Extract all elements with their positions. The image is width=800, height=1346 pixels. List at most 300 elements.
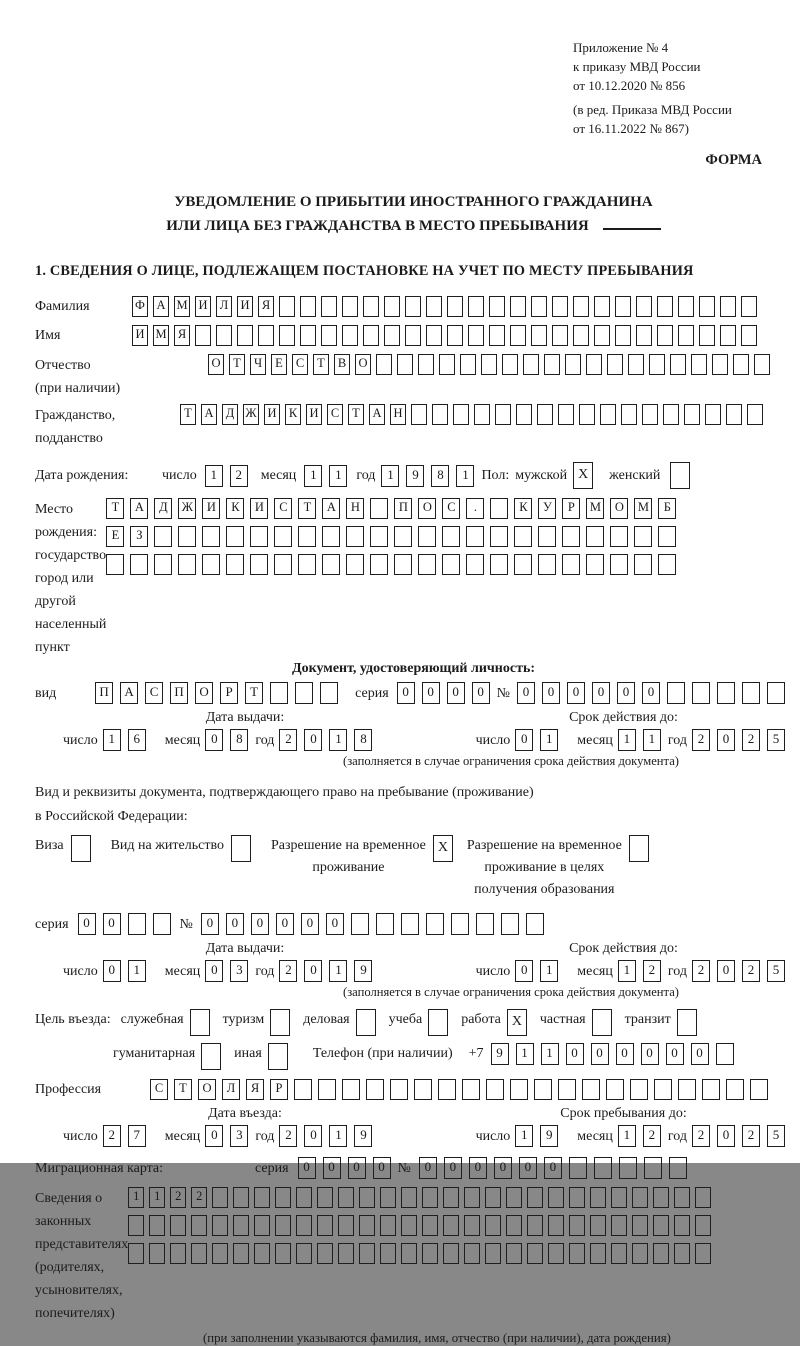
- form-cell[interactable]: [750, 1079, 768, 1100]
- form-cell[interactable]: [274, 554, 292, 575]
- form-cell[interactable]: [754, 354, 770, 375]
- form-cell[interactable]: [202, 526, 220, 547]
- form-cell[interactable]: 0: [691, 1043, 709, 1065]
- form-cell[interactable]: И: [202, 498, 220, 519]
- form-cell[interactable]: Т: [348, 404, 364, 425]
- form-cell[interactable]: [370, 498, 388, 519]
- form-cell[interactable]: [380, 1187, 396, 1208]
- form-cell[interactable]: [300, 296, 316, 317]
- form-cell[interactable]: 0: [103, 913, 121, 935]
- form-cell[interactable]: 2: [742, 960, 760, 982]
- form-cell[interactable]: [394, 526, 412, 547]
- form-cell[interactable]: С: [327, 404, 343, 425]
- form-cell[interactable]: [351, 913, 369, 935]
- form-cell[interactable]: 0: [717, 960, 735, 982]
- form-cell[interactable]: [191, 1215, 207, 1236]
- form-cell[interactable]: [573, 325, 589, 346]
- form-cell[interactable]: [442, 554, 460, 575]
- form-cell[interactable]: 0: [304, 1125, 322, 1147]
- form-cell[interactable]: [296, 1243, 312, 1264]
- form-cell[interactable]: [590, 1215, 606, 1236]
- form-cell[interactable]: 1: [540, 729, 558, 751]
- form-cell[interactable]: 2: [643, 960, 661, 982]
- form-cell[interactable]: [359, 1187, 375, 1208]
- form-cell[interactable]: Т: [229, 354, 245, 375]
- form-cell[interactable]: [226, 526, 244, 547]
- form-cell[interactable]: [741, 325, 757, 346]
- form-cell[interactable]: [130, 554, 148, 575]
- form-cell[interactable]: [642, 404, 658, 425]
- form-cell[interactable]: [279, 296, 295, 317]
- form-cell[interactable]: [428, 1009, 448, 1036]
- form-cell[interactable]: [190, 1009, 210, 1036]
- form-cell[interactable]: Е: [106, 526, 124, 547]
- form-cell[interactable]: [296, 1187, 312, 1208]
- form-cell[interactable]: [321, 325, 337, 346]
- form-cell[interactable]: 0: [323, 1157, 341, 1179]
- form-cell[interactable]: [443, 1215, 459, 1236]
- form-cell[interactable]: [443, 1243, 459, 1264]
- form-cell[interactable]: [294, 1079, 312, 1100]
- form-cell[interactable]: [338, 1243, 354, 1264]
- form-cell[interactable]: [742, 682, 760, 704]
- form-cell[interactable]: Т: [180, 404, 196, 425]
- form-cell[interactable]: [649, 354, 665, 375]
- form-cell[interactable]: [621, 404, 637, 425]
- form-cell[interactable]: [451, 913, 469, 935]
- form-cell[interactable]: 2: [742, 729, 760, 751]
- form-cell[interactable]: И: [250, 498, 268, 519]
- form-cell[interactable]: [514, 554, 532, 575]
- form-cell[interactable]: [594, 296, 610, 317]
- form-cell[interactable]: [300, 325, 316, 346]
- form-cell[interactable]: [485, 1187, 501, 1208]
- form-cell[interactable]: А: [120, 682, 138, 704]
- form-cell[interactable]: [296, 1215, 312, 1236]
- form-cell[interactable]: [586, 526, 604, 547]
- form-cell[interactable]: [558, 404, 574, 425]
- form-cell[interactable]: [453, 404, 469, 425]
- form-cell[interactable]: 2: [643, 1125, 661, 1147]
- form-cell[interactable]: [594, 325, 610, 346]
- form-cell[interactable]: [726, 404, 742, 425]
- form-cell[interactable]: 1: [643, 729, 661, 751]
- form-cell[interactable]: 1: [329, 1125, 347, 1147]
- form-cell[interactable]: 2: [692, 1125, 710, 1147]
- form-cell[interactable]: [579, 404, 595, 425]
- form-cell[interactable]: [678, 296, 694, 317]
- form-cell[interactable]: П: [95, 682, 113, 704]
- purpose-study-checkbox[interactable]: [428, 1009, 448, 1036]
- form-cell[interactable]: О: [198, 1079, 216, 1100]
- form-cell[interactable]: [531, 325, 547, 346]
- form-cell[interactable]: [466, 554, 484, 575]
- form-cell[interactable]: З: [130, 526, 148, 547]
- form-cell[interactable]: 1: [128, 1187, 144, 1208]
- edu-permit-checkbox[interactable]: [629, 835, 649, 862]
- form-cell[interactable]: [320, 682, 338, 704]
- form-cell[interactable]: 7: [128, 1125, 146, 1147]
- form-cell[interactable]: О: [208, 354, 224, 375]
- form-cell[interactable]: С: [442, 498, 460, 519]
- form-cell[interactable]: [322, 526, 340, 547]
- form-cell[interactable]: П: [394, 498, 412, 519]
- form-cell[interactable]: [562, 554, 580, 575]
- form-cell[interactable]: [216, 325, 232, 346]
- form-cell[interactable]: [212, 1243, 228, 1264]
- form-cell[interactable]: [128, 1243, 144, 1264]
- form-cell[interactable]: 5: [767, 960, 785, 982]
- form-cell[interactable]: [426, 913, 444, 935]
- form-cell[interactable]: 0: [444, 1157, 462, 1179]
- form-cell[interactable]: С: [274, 498, 292, 519]
- form-cell[interactable]: Т: [298, 498, 316, 519]
- form-cell[interactable]: [629, 835, 649, 862]
- purpose-work-checkbox[interactable]: [507, 1009, 527, 1036]
- form-cell[interactable]: [767, 682, 785, 704]
- form-cell[interactable]: [658, 554, 676, 575]
- form-cell[interactable]: [582, 1079, 600, 1100]
- form-cell[interactable]: А: [369, 404, 385, 425]
- form-cell[interactable]: [476, 913, 494, 935]
- form-cell[interactable]: [270, 1009, 290, 1036]
- purpose-transit-checkbox[interactable]: [677, 1009, 697, 1036]
- form-cell[interactable]: [670, 462, 690, 489]
- form-cell[interactable]: И: [237, 296, 253, 317]
- form-cell[interactable]: [606, 1079, 624, 1100]
- form-cell[interactable]: 0: [373, 1157, 391, 1179]
- form-cell[interactable]: 3: [230, 1125, 248, 1147]
- residence-permit-checkbox[interactable]: [231, 835, 251, 862]
- form-cell[interactable]: 1: [329, 465, 347, 487]
- form-cell[interactable]: 8: [230, 729, 248, 751]
- form-cell[interactable]: Ж: [243, 404, 259, 425]
- form-cell[interactable]: 5: [767, 729, 785, 751]
- form-cell[interactable]: [462, 1079, 480, 1100]
- form-cell[interactable]: [699, 325, 715, 346]
- form-cell[interactable]: [338, 1215, 354, 1236]
- form-cell[interactable]: [250, 554, 268, 575]
- form-cell[interactable]: А: [322, 498, 340, 519]
- form-cell[interactable]: 0: [298, 1157, 316, 1179]
- visa-checkbox[interactable]: [71, 835, 91, 862]
- form-cell[interactable]: [569, 1215, 585, 1236]
- form-cell[interactable]: У: [538, 498, 556, 519]
- form-cell[interactable]: 8: [354, 729, 372, 751]
- form-cell[interactable]: [514, 526, 532, 547]
- form-cell[interactable]: 0: [469, 1157, 487, 1179]
- form-cell[interactable]: [394, 554, 412, 575]
- form-cell[interactable]: [342, 296, 358, 317]
- form-cell[interactable]: [376, 913, 394, 935]
- form-cell[interactable]: [485, 1243, 501, 1264]
- form-cell[interactable]: [370, 554, 388, 575]
- male-checkbox[interactable]: [573, 462, 593, 489]
- form-cell[interactable]: 2: [742, 1125, 760, 1147]
- form-cell[interactable]: [401, 1243, 417, 1264]
- form-cell[interactable]: [630, 1079, 648, 1100]
- form-cell[interactable]: 0: [326, 913, 344, 935]
- form-cell[interactable]: 0: [447, 682, 465, 704]
- form-cell[interactable]: 2: [279, 1125, 297, 1147]
- form-cell[interactable]: [128, 1215, 144, 1236]
- form-cell[interactable]: [667, 682, 685, 704]
- form-cell[interactable]: [363, 296, 379, 317]
- form-cell[interactable]: [384, 296, 400, 317]
- form-cell[interactable]: М: [634, 498, 652, 519]
- form-cell[interactable]: [720, 296, 736, 317]
- form-cell[interactable]: [674, 1215, 690, 1236]
- form-cell[interactable]: 1: [205, 465, 223, 487]
- form-cell[interactable]: [317, 1215, 333, 1236]
- form-cell[interactable]: [154, 526, 172, 547]
- form-cell[interactable]: И: [264, 404, 280, 425]
- form-cell[interactable]: Л: [222, 1079, 240, 1100]
- form-cell[interactable]: 0: [201, 913, 219, 935]
- form-cell[interactable]: 9: [354, 1125, 372, 1147]
- form-cell[interactable]: 1: [618, 1125, 636, 1147]
- form-cell[interactable]: 0: [348, 1157, 366, 1179]
- form-cell[interactable]: [254, 1243, 270, 1264]
- form-cell[interactable]: [422, 1215, 438, 1236]
- form-cell[interactable]: [376, 354, 392, 375]
- form-cell[interactable]: 0: [519, 1157, 537, 1179]
- form-cell[interactable]: [569, 1187, 585, 1208]
- purpose-other-checkbox[interactable]: [268, 1043, 288, 1070]
- form-cell[interactable]: И: [195, 296, 211, 317]
- temp-permit-checkbox[interactable]: [433, 835, 453, 862]
- form-cell[interactable]: [468, 296, 484, 317]
- form-cell[interactable]: 0: [304, 960, 322, 982]
- form-cell[interactable]: [71, 835, 91, 862]
- form-cell[interactable]: 2: [279, 729, 297, 751]
- form-cell[interactable]: 2: [692, 960, 710, 982]
- form-cell[interactable]: [481, 354, 497, 375]
- form-cell[interactable]: [692, 682, 710, 704]
- form-cell[interactable]: [548, 1215, 564, 1236]
- form-cell[interactable]: [674, 1187, 690, 1208]
- form-cell[interactable]: Р: [220, 682, 238, 704]
- form-cell[interactable]: [538, 526, 556, 547]
- form-cell[interactable]: [634, 554, 652, 575]
- form-cell[interactable]: [106, 554, 124, 575]
- form-cell[interactable]: 2: [692, 729, 710, 751]
- form-cell[interactable]: [468, 325, 484, 346]
- form-cell[interactable]: [705, 404, 721, 425]
- form-cell[interactable]: О: [418, 498, 436, 519]
- form-cell[interactable]: [411, 404, 427, 425]
- form-cell[interactable]: Т: [174, 1079, 192, 1100]
- form-cell[interactable]: [569, 1243, 585, 1264]
- form-cell[interactable]: [405, 325, 421, 346]
- form-cell[interactable]: [678, 325, 694, 346]
- form-cell[interactable]: 0: [226, 913, 244, 935]
- form-cell[interactable]: 5: [767, 1125, 785, 1147]
- form-cell[interactable]: [178, 554, 196, 575]
- form-cell[interactable]: 9: [540, 1125, 558, 1147]
- form-cell[interactable]: [670, 354, 686, 375]
- form-cell[interactable]: [426, 325, 442, 346]
- form-cell[interactable]: 1: [128, 960, 146, 982]
- purpose-tourism-checkbox[interactable]: [270, 1009, 290, 1036]
- form-cell[interactable]: С: [150, 1079, 168, 1100]
- form-cell[interactable]: [447, 325, 463, 346]
- form-cell[interactable]: [552, 296, 568, 317]
- form-cell[interactable]: 0: [78, 913, 96, 935]
- form-cell[interactable]: 3: [230, 960, 248, 982]
- form-cell[interactable]: [501, 913, 519, 935]
- form-cell[interactable]: С: [145, 682, 163, 704]
- form-cell[interactable]: [366, 1079, 384, 1100]
- form-cell[interactable]: [653, 1187, 669, 1208]
- form-cell[interactable]: 1: [618, 729, 636, 751]
- form-cell[interactable]: 0: [544, 1157, 562, 1179]
- form-cell[interactable]: Ф: [132, 296, 148, 317]
- form-cell[interactable]: 1: [516, 1043, 534, 1065]
- form-cell[interactable]: [586, 354, 602, 375]
- form-cell[interactable]: С: [292, 354, 308, 375]
- form-cell[interactable]: [418, 526, 436, 547]
- form-cell[interactable]: [359, 1215, 375, 1236]
- form-cell[interactable]: [338, 1187, 354, 1208]
- form-cell[interactable]: [356, 1009, 376, 1036]
- form-cell[interactable]: [237, 325, 253, 346]
- form-cell[interactable]: [506, 1243, 522, 1264]
- form-cell[interactable]: 1: [456, 465, 474, 487]
- form-cell[interactable]: 1: [329, 729, 347, 751]
- form-cell[interactable]: 0: [103, 960, 121, 982]
- form-cell[interactable]: [653, 1215, 669, 1236]
- form-cell[interactable]: [495, 404, 511, 425]
- form-cell[interactable]: [321, 296, 337, 317]
- form-cell[interactable]: [298, 554, 316, 575]
- form-cell[interactable]: [678, 1079, 696, 1100]
- form-cell[interactable]: [178, 526, 196, 547]
- form-cell[interactable]: X: [507, 1009, 527, 1036]
- form-cell[interactable]: [726, 1079, 744, 1100]
- form-cell[interactable]: [516, 404, 532, 425]
- form-cell[interactable]: К: [285, 404, 301, 425]
- form-cell[interactable]: [442, 526, 460, 547]
- form-cell[interactable]: [274, 526, 292, 547]
- form-cell[interactable]: [636, 325, 652, 346]
- form-cell[interactable]: Р: [562, 498, 580, 519]
- form-cell[interactable]: 1: [304, 465, 322, 487]
- form-cell[interactable]: 0: [642, 682, 660, 704]
- form-cell[interactable]: [592, 1009, 612, 1036]
- form-cell[interactable]: А: [153, 296, 169, 317]
- form-cell[interactable]: 0: [419, 1157, 437, 1179]
- form-cell[interactable]: [485, 1215, 501, 1236]
- form-cell[interactable]: [418, 554, 436, 575]
- form-cell[interactable]: [359, 1243, 375, 1264]
- form-cell[interactable]: [611, 1187, 627, 1208]
- form-cell[interactable]: Я: [246, 1079, 264, 1100]
- form-cell[interactable]: [490, 498, 508, 519]
- form-cell[interactable]: [202, 554, 220, 575]
- form-cell[interactable]: 0: [592, 682, 610, 704]
- form-cell[interactable]: 0: [397, 682, 415, 704]
- form-cell[interactable]: [573, 296, 589, 317]
- form-cell[interactable]: [490, 554, 508, 575]
- form-cell[interactable]: [632, 1187, 648, 1208]
- form-cell[interactable]: 1: [540, 960, 558, 982]
- form-cell[interactable]: Я: [258, 296, 274, 317]
- form-cell[interactable]: [654, 1079, 672, 1100]
- form-cell[interactable]: [390, 1079, 408, 1100]
- form-cell[interactable]: 0: [494, 1157, 512, 1179]
- form-cell[interactable]: О: [610, 498, 628, 519]
- form-cell[interactable]: [699, 296, 715, 317]
- form-cell[interactable]: Н: [346, 498, 364, 519]
- form-cell[interactable]: Т: [106, 498, 124, 519]
- form-cell[interactable]: [154, 554, 172, 575]
- form-cell[interactable]: О: [355, 354, 371, 375]
- form-cell[interactable]: 0: [205, 729, 223, 751]
- form-cell[interactable]: [128, 913, 146, 935]
- form-cell[interactable]: [422, 1187, 438, 1208]
- form-cell[interactable]: [380, 1215, 396, 1236]
- form-cell[interactable]: [691, 354, 707, 375]
- form-cell[interactable]: [548, 1187, 564, 1208]
- form-cell[interactable]: 0: [717, 729, 735, 751]
- form-cell[interactable]: 0: [472, 682, 490, 704]
- form-cell[interactable]: [657, 325, 673, 346]
- form-cell[interactable]: [279, 325, 295, 346]
- form-cell[interactable]: [233, 1187, 249, 1208]
- form-cell[interactable]: [464, 1243, 480, 1264]
- form-cell[interactable]: [538, 554, 556, 575]
- form-cell[interactable]: [716, 1043, 734, 1065]
- form-cell[interactable]: [170, 1215, 186, 1236]
- form-cell[interactable]: [438, 1079, 456, 1100]
- form-cell[interactable]: .: [466, 498, 484, 519]
- form-cell[interactable]: [401, 913, 419, 935]
- form-cell[interactable]: 0: [617, 682, 635, 704]
- form-cell[interactable]: 9: [406, 465, 424, 487]
- form-cell[interactable]: [527, 1187, 543, 1208]
- form-cell[interactable]: [363, 325, 379, 346]
- form-cell[interactable]: [669, 1157, 687, 1179]
- form-cell[interactable]: Д: [222, 404, 238, 425]
- form-cell[interactable]: [447, 296, 463, 317]
- form-cell[interactable]: [565, 354, 581, 375]
- form-cell[interactable]: [275, 1187, 291, 1208]
- form-cell[interactable]: М: [586, 498, 604, 519]
- form-cell[interactable]: [317, 1187, 333, 1208]
- form-cell[interactable]: В: [334, 354, 350, 375]
- form-cell[interactable]: [474, 404, 490, 425]
- form-cell[interactable]: [695, 1187, 711, 1208]
- form-cell[interactable]: Б: [658, 498, 676, 519]
- form-cell[interactable]: 8: [431, 465, 449, 487]
- form-cell[interactable]: [250, 526, 268, 547]
- form-cell[interactable]: [558, 1079, 576, 1100]
- form-cell[interactable]: [149, 1215, 165, 1236]
- form-cell[interactable]: [658, 526, 676, 547]
- form-cell[interactable]: [586, 554, 604, 575]
- form-cell[interactable]: [636, 296, 652, 317]
- form-cell[interactable]: [610, 554, 628, 575]
- form-cell[interactable]: Я: [174, 325, 190, 346]
- form-cell[interactable]: И: [132, 325, 148, 346]
- female-checkbox[interactable]: [670, 462, 690, 489]
- form-cell[interactable]: [632, 1243, 648, 1264]
- form-cell[interactable]: Н: [390, 404, 406, 425]
- form-cell[interactable]: [432, 404, 448, 425]
- purpose-humanitarian-checkbox[interactable]: [201, 1043, 221, 1070]
- form-cell[interactable]: [634, 526, 652, 547]
